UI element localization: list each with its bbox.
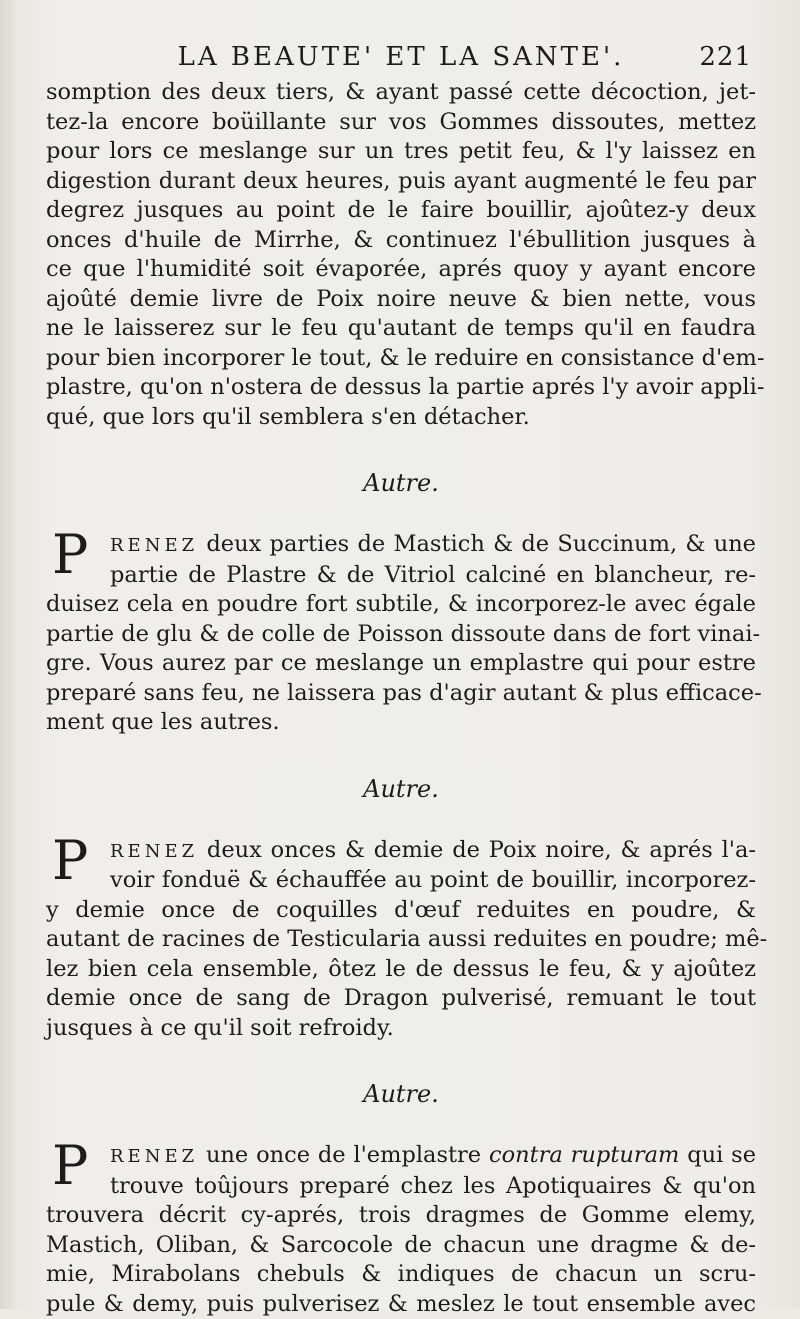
- text-line: somption des deux tiers, & ayant passé cette décoction, jet-: [46, 78, 756, 108]
- lead-word: RENEZ: [110, 841, 198, 862]
- text-line: digestion durant deux heures, puis ayant augmenté le feu par: [46, 167, 756, 197]
- first-line-text: une once de l'emplastre: [206, 1142, 481, 1168]
- recipe-paragraph: [46, 1141, 756, 1319]
- text-line: onces d'huile de Mirrhe, & continuez l'ébullition jusques à: [46, 226, 756, 256]
- first-line-end: qui se: [687, 1142, 756, 1168]
- continuation-paragraph: [46, 78, 756, 432]
- text-line: pour bien incorporer le tout, & le reduire en consistance d'em-: [46, 344, 756, 374]
- text-line: mie, Mirabolans chebuls & indiques de chacun un scru-: [46, 1260, 756, 1290]
- drop-capital: P: [52, 834, 88, 888]
- text-line: preparé sans feu, ne laissera pas d'agir autant & plus efficace-: [46, 679, 756, 709]
- text-line: pule & demy, puis pulverisez & meslez le tout ensemble avec: [46, 1290, 756, 1319]
- text-line: partie de Plastre & de Vitriol calciné en blancheur, re-: [46, 561, 756, 591]
- section-heading: Autre.: [46, 774, 756, 804]
- drop-capital: P: [52, 528, 88, 582]
- text-line: ne le laisserez sur le feu qu'autant de temps qu'il en faudra: [46, 314, 756, 344]
- lead-word: RENEZ: [110, 535, 198, 556]
- text-line: ajoûté demie livre de Poix noire neuve & bien nette, vous: [46, 285, 756, 315]
- text-line: plastre, qu'on n'ostera de dessus la partie aprés l'y avoir appli-: [46, 373, 756, 403]
- text-line: duisez cela en poudre fort subtile, & incorporez-le avec égale: [46, 590, 756, 620]
- text-line: demie once de sang de Dragon pulverisé, remuant le tout: [46, 984, 756, 1014]
- running-title: LA BEAUTE' ET LA SANTE'.: [178, 42, 625, 72]
- recipe-paragraph: [46, 836, 756, 1044]
- text-line: lez bien cela ensemble, ôtez le de dessus le feu, & y ajoûtez: [46, 955, 756, 985]
- text-line: ce que l'humidité soit évaporée, aprés quoy y ayant encore: [46, 255, 756, 285]
- text-line: gre. Vous aurez par ce meslange un emplastre qui pour estre: [46, 649, 756, 679]
- text-line: degrez jusques au point de le faire bouillir, ajoûtez-y deux: [46, 196, 756, 226]
- text-line: tez-la encore boüillante sur vos Gommes dissoutes, mettez: [46, 108, 756, 138]
- text-line: Mastich, Oliban, & Sarcocole de chacun une dragme & de-: [46, 1231, 756, 1261]
- text-line: qué, que lors qu'il semblera s'en détacher.: [46, 403, 756, 433]
- lead-word: RENEZ: [110, 1146, 198, 1167]
- text-line: trouve toûjours preparé chez les Apotiquaires & qu'on: [46, 1172, 756, 1202]
- first-line-text: deux parties de Mastich & de Succinum, & une: [206, 531, 756, 557]
- text-line: [46, 1141, 756, 1172]
- first-line-text: deux onces & demie de Poix noire, & aprés l'a-: [207, 837, 756, 863]
- text-line: [46, 530, 756, 561]
- text-line: [46, 836, 756, 867]
- text-line: jusques à ce qu'il soit refroidy.: [46, 1014, 756, 1044]
- text-line: ment que les autres.: [46, 708, 756, 738]
- text-line: trouvera décrit cy-aprés, trois dragmes de Gomme elemy,: [46, 1201, 756, 1231]
- text-line: pour lors ce meslange sur un tres petit feu, & l'y laissez en: [46, 137, 756, 167]
- section-heading: Autre.: [46, 468, 756, 498]
- recipe-paragraph: [46, 530, 756, 738]
- text-line: y demie once de coquilles d'œuf reduites en poudre, &: [46, 896, 756, 926]
- section-heading: Autre.: [46, 1079, 756, 1109]
- page-number: 221: [699, 36, 752, 78]
- text-line: partie de glu & de colle de Poisson dissoute dans de fort vinai-: [46, 620, 756, 650]
- drop-capital: P: [52, 1139, 88, 1193]
- latin-phrase: contra rupturam: [489, 1142, 679, 1168]
- text-line: autant de racines de Testicularia aussi reduites en poudre; mê-: [46, 925, 756, 955]
- text-line: voir fonduë & échauffée au point de bouillir, incorporez-: [46, 866, 756, 896]
- running-head: [46, 36, 756, 78]
